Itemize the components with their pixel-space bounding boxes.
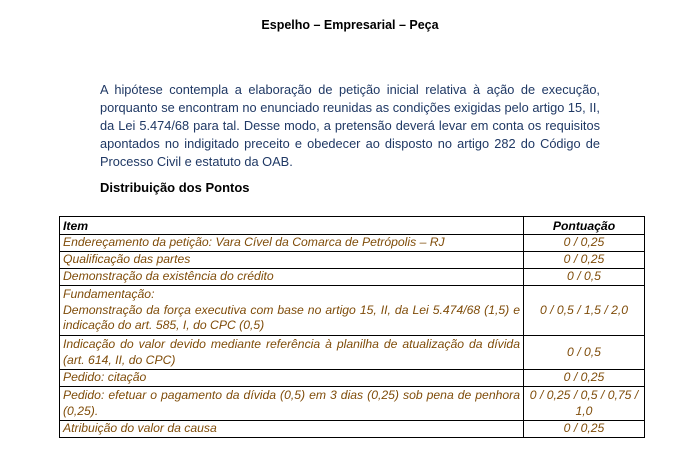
row-points: 0 / 0,5	[524, 269, 645, 286]
table-row	[60, 370, 645, 387]
row-item: Pedido: efetuar o pagamento da dívida (0,5) em 3 dias (0,25) sob pena de penhora (0,25).	[60, 387, 524, 421]
header-item: Item	[60, 217, 524, 235]
table-row	[60, 421, 645, 438]
row-points: 0 / 0,25 / 0,5 / 0,75 / 1,0	[524, 387, 645, 421]
header-points: Pontuação	[524, 217, 645, 235]
section-heading: Distribuição dos Pontos	[100, 180, 250, 195]
row-points: 0 / 0,5 / 1,5 / 2,0	[524, 286, 645, 336]
row-item	[60, 286, 524, 336]
row-item-line: Demonstração da força executiva com base no artigo 15, II, da Lei 5.474/68 (1,5) e indicação do art. 585, I, do CPC (0,5)	[63, 302, 520, 333]
table-header-row	[60, 217, 645, 235]
row-points: 0 / 0,25	[524, 421, 645, 438]
intro-paragraph: A hipótese contempla a elaboração de petição inicial relativa à ação de execução, porquanto se encontram no enunciado reunidas as condições exigidas pelo artigo 15, II, da Lei 5.474/68 para tal. Desse modo, a pretensão deverá levar em conta os requisitos apontados no indigitado preceito e obedecer ao disposto no artigo 282 do Código de Processo Civil e estatuto da OAB.	[100, 82, 600, 169]
row-item-line: Fundamentação:	[63, 287, 155, 302]
table-row	[60, 269, 645, 286]
row-points: 0 / 0,25	[524, 235, 645, 252]
document-title: Espelho – Empresarial – Peça	[261, 18, 439, 32]
row-item: Demonstração da existência do crédito	[60, 269, 524, 286]
table-row	[60, 387, 645, 421]
table-row	[60, 235, 645, 252]
table-row	[60, 286, 645, 336]
row-item: Pedido: citação	[60, 370, 524, 387]
row-points: 0 / 0,5	[524, 336, 645, 370]
row-item: Indicação do valor devido mediante referência à planilha de atualização da dívida (art. 614, II, do CPC)	[60, 336, 524, 370]
row-points: 0 / 0,25	[524, 370, 645, 387]
row-item: Atribuição do valor da causa	[60, 421, 524, 438]
row-item: Endereçamento da petição: Vara Cível da Comarca de Petrópolis – RJ	[60, 235, 524, 252]
row-item: Qualificação das partes	[60, 252, 524, 269]
row-points: 0 / 0,25	[524, 252, 645, 269]
table-row	[60, 252, 645, 269]
table-row	[60, 336, 645, 370]
points-table	[59, 216, 645, 438]
